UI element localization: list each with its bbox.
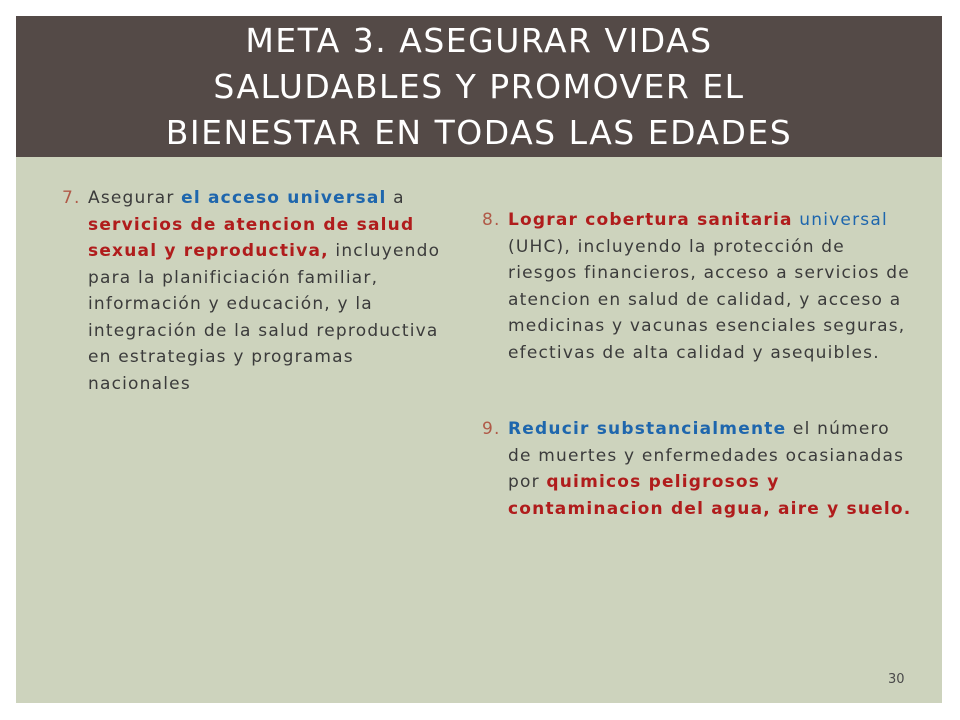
title-line-1: META 3. ASEGURAR VIDAS — [245, 20, 713, 60]
target-8 — [482, 207, 912, 366]
target-9-text — [508, 416, 912, 522]
target-8-text-plain: (UHC), incluyendo la protección de riesgos financieros, acceso a servicios de atencion en salud de calidad, y acceso a medicinas y vacunas esenciales seguras, efectivas de alta calidad y asequibles. — [508, 236, 910, 363]
target-8-highlight-coverage: Lograr cobertura sanitaria — [508, 210, 793, 230]
target-7-highlight-health-services: servicios de atencion de salud sexual y reproductiva, — [88, 214, 415, 261]
target-9-text-plain: el número de muertes y enfermedades ocasianadas por — [508, 419, 905, 492]
target-9 — [482, 416, 912, 522]
target-7 — [62, 185, 452, 397]
target-7-text-plain-1: Asegurar — [88, 188, 182, 208]
slide-title — [166, 18, 792, 156]
title-line-2: SALUDABLES Y PROMOVER EL — [213, 66, 745, 106]
title-line-3: BIENESTAR EN TODAS LAS EDADES — [165, 112, 793, 152]
target-7-text-plain-2: a — [386, 188, 405, 208]
title-bar — [16, 16, 942, 157]
target-8-number: 8. — [482, 210, 501, 230]
target-7-number: 7. — [62, 188, 81, 208]
target-9-highlight-reduce: Reducir substancialmente — [508, 419, 787, 439]
page-number: 30 — [888, 672, 905, 687]
target-7-text — [88, 185, 452, 397]
target-7-highlight-universal-access: el acceso universal — [181, 188, 387, 208]
target-8-text — [508, 207, 912, 366]
target-8-highlight-universal: universal — [799, 210, 888, 230]
target-9-highlight-chemicals: quimicos peligrosos y contaminacion del agua, aire y suelo. — [508, 472, 912, 519]
target-7-text-plain-3: incluyendo para la planificiación familiar, información y educación, y la integración de la salud reproductiva en estrategias y programas nacionales — [88, 241, 441, 394]
right-column — [482, 207, 912, 522]
left-column — [62, 185, 452, 397]
target-9-number: 9. — [482, 419, 501, 439]
